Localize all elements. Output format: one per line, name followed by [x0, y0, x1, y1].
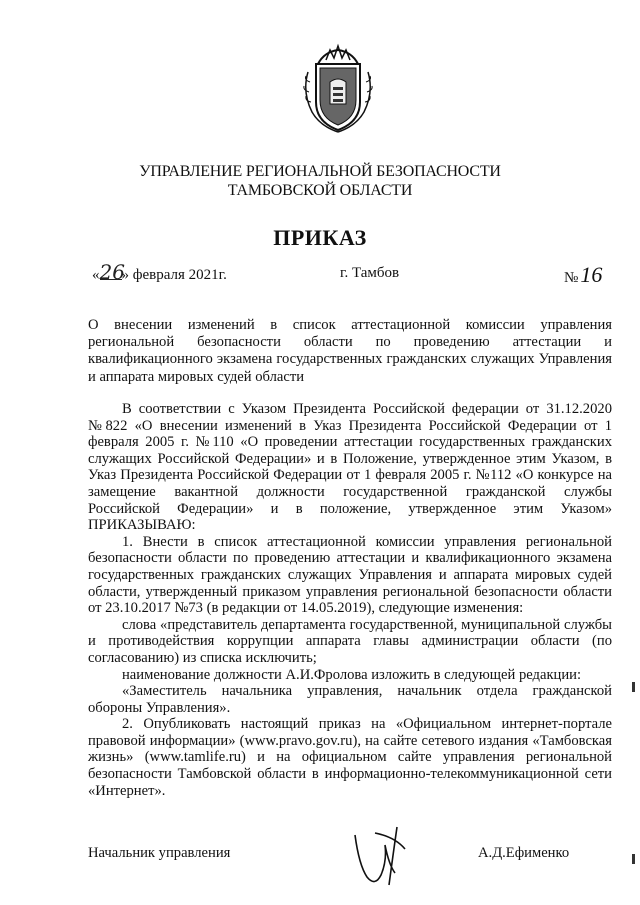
- organization-name-line2: ТАМБОВСКОЙ ОБЛАСТИ: [227, 182, 413, 199]
- item-1-position-paragraph: наименование должности А.И.Фролова изложить в следующей редакции:: [122, 666, 582, 683]
- item-1-paragraph: 1. Внести в список аттестационной комиссии управления региональной безопасности области по проведению аттестации и квалификационного экзамена государственных гражданских служащих Управления и аппарата мировых судей области, утвержденный приказом управления региональной безопасности области от 23.10.2017 №73 (в редакции от 14.05.2019), следующие изменения:: [88, 533, 612, 617]
- signatory-name: А.Д.Ефименко: [478, 845, 570, 861]
- document-number: [564, 262, 602, 288]
- organization-name-line1: УПРАВЛЕНИЕ РЕГИОНАЛЬНОЙ БЕЗОПАСНОСТИ: [139, 163, 501, 180]
- date-month-year: » февраля 2021г.: [121, 267, 227, 283]
- signature-row: [88, 845, 608, 862]
- document-subject: О внесении изменений в список аттестационной комиссии управления региональной безопасности области по проведению аттестации и квалификационного экзамена государственных гражданских служащих Управления и аппарата мировых судей области: [88, 317, 612, 385]
- item-2-paragraph: 2. Опубликовать настоящий приказ на «Официальном интернет-портале правовой информации» (www.pravo.gov.ru), на сайте сетевого издания «Тамбовская жизнь» (www.tamlife.ru) и на официальном сайте управления региональной безопасности Тамбовской области в информационно-телекоммуникационной сети «Интернет».: [88, 716, 612, 799]
- document-title: ПРИКАЗ: [273, 225, 367, 250]
- number-sign: №: [564, 270, 579, 286]
- scan-edge-mark: [632, 854, 635, 864]
- scan-edge-mark: [632, 682, 635, 692]
- item-1-new-title-paragraph: «Заместитель начальника управления, начальник отдела гражданской обороны Управления».: [88, 683, 612, 716]
- document-date: [92, 260, 227, 284]
- date-day: 26: [99, 260, 125, 284]
- document-city: г. Тамбов: [340, 265, 400, 281]
- item-1-words-paragraph: слова «представитель департамента государственной, муниципальной службы и противодействия коррупции аппарата главы администрации области (по согласованию) из списка исключить;: [88, 616, 612, 666]
- date-open-quote: «: [92, 267, 100, 283]
- document-body: [88, 401, 612, 799]
- signatory-position: Начальник управления: [88, 845, 231, 861]
- number-value: 16: [580, 262, 603, 287]
- preamble-paragraph: В соответствии с Указом Президента Российской федерации от 31.12.2020 №822 «О внесении изменений в Указ Президента Российской Федерации от 1 февраля 2005 г. №110 «О проведении аттестации государственных гражданских служащих Российской Федерации» и в Положение, утвержденное этим Указом, в Указ Президента Российской Федерации от 1 февраля 2005 г. №112 «О конкурсе на замещение вакантной должности государственной гражданской службы Российской Федерации» и в положение, утвержденное этим Указом» ПРИКАЗЫВАЮ:: [88, 401, 612, 534]
- coat-of-arms-icon: [296, 42, 380, 134]
